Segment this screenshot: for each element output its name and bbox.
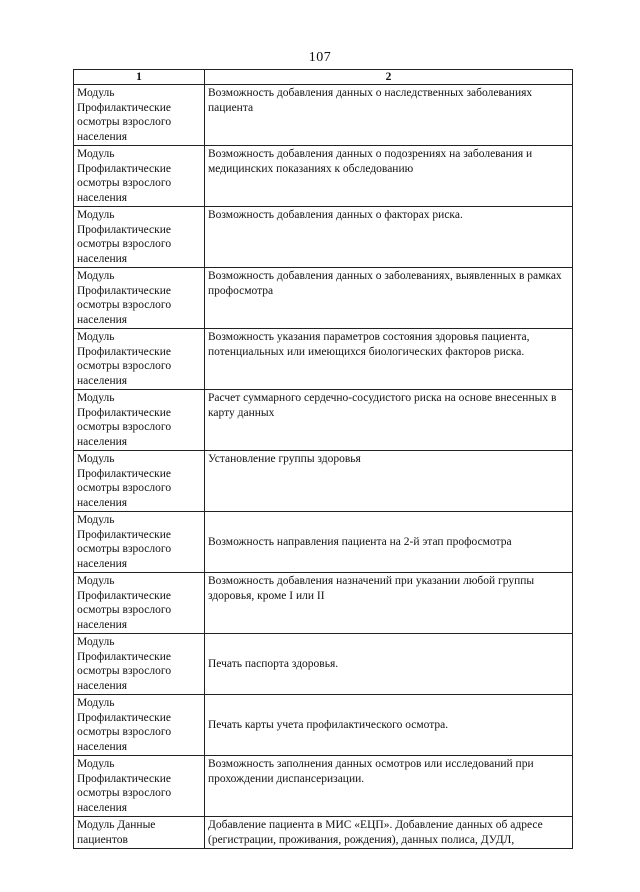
description-cell: Возможность добавления назначений при указании любой группы здоровья, кроме I или II (205, 573, 573, 634)
table-row (74, 756, 573, 817)
module-cell: Модуль Профилактические осмотры взрослого населения (74, 451, 205, 512)
table-row (74, 268, 573, 329)
table-row (74, 146, 573, 207)
column-header-1: 1 (74, 70, 205, 85)
description-cell: Добавление пациента в МИС «ЕЦП». Добавление данных об адресе (регистрации, проживания, рождения), данных полиса, ДУДЛ, (205, 817, 573, 849)
description-cell: Установление группы здоровья (205, 451, 573, 512)
module-cell: Модуль Профилактические осмотры взрослого населения (74, 756, 205, 817)
description-cell: Расчет суммарного сердечно-сосудистого риска на основе внесенных в карту данных (205, 390, 573, 451)
description-cell: Возможность добавления данных о факторах риска. (205, 207, 573, 268)
description-cell: Печать карты учета профилактического осмотра. (205, 695, 573, 756)
table-row (74, 390, 573, 451)
table-row (74, 634, 573, 695)
table-row (74, 207, 573, 268)
module-cell: Модуль Профилактические осмотры взрослого населения (74, 390, 205, 451)
description-cell: Возможность добавления данных о подозрениях на заболевания и медицинских показаниях к обследованию (205, 146, 573, 207)
page-number: 107 (308, 50, 332, 65)
table-row (74, 512, 573, 573)
description-cell: Возможность заполнения данных осмотров или исследований при прохождении диспансеризации. (205, 756, 573, 817)
module-cell: Модуль Профилактические осмотры взрослого населения (74, 512, 205, 573)
module-cell: Модуль Профилактические осмотры взрослого населения (74, 695, 205, 756)
description-cell: Возможность указания параметров состояния здоровья пациента, потенциальных или имеющихся биологических факторов риска. (205, 329, 573, 390)
description-cell: Возможность добавления данных о наследственных заболеваниях пациента (205, 85, 573, 146)
module-cell: Модуль Профилактические осмотры взрослого населения (74, 146, 205, 207)
module-cell: Модуль Профилактические осмотры взрослого населения (74, 329, 205, 390)
module-cell: Модуль Профилактические осмотры взрослого населения (74, 573, 205, 634)
requirements-table (73, 69, 573, 849)
module-cell: Модуль Профилактические осмотры взрослого населения (74, 207, 205, 268)
table-row (74, 817, 573, 849)
table-row (74, 573, 573, 634)
column-header-2: 2 (205, 70, 573, 85)
table-header-row (74, 70, 573, 85)
table-row (74, 85, 573, 146)
table-row (74, 329, 573, 390)
description-cell: Возможность направления пациента на 2-й этап профосмотра (205, 512, 573, 573)
module-cell: Модуль Профилактические осмотры взрослого населения (74, 268, 205, 329)
table-row (74, 695, 573, 756)
description-cell: Возможность добавления данных о заболеваниях, выявленных в рамках профосмотра (205, 268, 573, 329)
description-cell: Печать паспорта здоровья. (205, 634, 573, 695)
module-cell: Модуль Данные пациентов (74, 817, 205, 849)
module-cell: Модуль Профилактические осмотры взрослого населения (74, 85, 205, 146)
module-cell: Модуль Профилактические осмотры взрослого населения (74, 634, 205, 695)
table-row (74, 451, 573, 512)
